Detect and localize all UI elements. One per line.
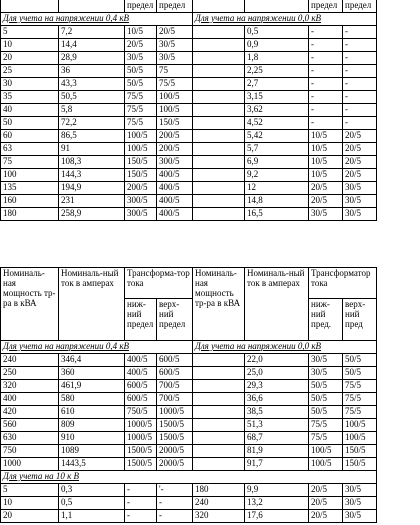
header-transformer-right: Трансформатор тока — [309, 268, 377, 299]
table-cell: 10/5 — [309, 169, 343, 182]
table-cell: 13,2 — [245, 497, 309, 510]
table-cell: 10/5 — [125, 26, 157, 39]
table-cell: 240 — [193, 497, 245, 510]
table-cell: - — [343, 65, 377, 78]
table-cell: 50 — [1, 117, 59, 130]
table-cell: 6,9 — [245, 156, 309, 169]
table-cell — [193, 208, 245, 221]
table-cell: 20 — [1, 510, 59, 523]
table-cell: - — [309, 65, 343, 78]
table-cell — [193, 367, 245, 380]
header-upper-limit: верх-ний предел — [157, 299, 193, 341]
table-cell: 150/5 — [343, 445, 377, 458]
table-cell: 160 — [1, 195, 59, 208]
table-cell: 0,3 — [59, 484, 125, 497]
table-cell: 20/5 — [309, 195, 343, 208]
table-cell: 75/5 — [343, 380, 377, 393]
table-cell: 9,2 — [245, 169, 309, 182]
table-row — [1, 91, 377, 104]
table-cell: 30/5 — [343, 182, 377, 195]
transformer-table-lower — [0, 267, 377, 523]
table-cell: - — [309, 39, 343, 52]
table-cell: 461,9 — [59, 380, 125, 393]
table-cell: 100/5 — [343, 432, 377, 445]
table-cell: 30/5 — [343, 195, 377, 208]
table-cell: 1,8 — [245, 52, 309, 65]
table-cell: 60 — [1, 130, 59, 143]
table-row — [1, 380, 377, 393]
table-cell: 50/5 — [125, 65, 157, 78]
table-row — [1, 65, 377, 78]
table-cell — [193, 26, 245, 39]
table-cell: - — [157, 510, 193, 523]
table-cell: 20/5 — [309, 484, 343, 497]
table-cell: 300/5 — [125, 208, 157, 221]
table-cell: 30/5 — [309, 354, 343, 367]
table-cell: 240 — [1, 354, 59, 367]
table-cell — [193, 104, 245, 117]
table-cell: 1089 — [59, 445, 125, 458]
table-cell: 20/5 — [343, 156, 377, 169]
table-cell: 400/5 — [157, 169, 193, 182]
table-cell: 75/5 — [125, 104, 157, 117]
table-row — [1, 354, 377, 367]
table-cell: 75/5 — [309, 432, 343, 445]
header-cell — [59, 0, 125, 13]
table-cell — [193, 39, 245, 52]
table-cell: 0,5 — [245, 26, 309, 39]
table-cell: 150/5 — [125, 156, 157, 169]
table-row — [1, 458, 377, 471]
table-cell: 910 — [59, 432, 125, 445]
table-cell: 630 — [1, 432, 59, 445]
table-cell — [193, 143, 245, 156]
table-cell: 194,9 — [59, 182, 125, 195]
table-cell: 144,3 — [59, 169, 125, 182]
table-cell: - — [343, 39, 377, 52]
table-cell: 30/5 — [157, 39, 193, 52]
section-label-04kv: Для учета на напряжении 0,4 кВ — [1, 13, 193, 26]
table-cell: 231 — [59, 195, 125, 208]
table-row — [1, 78, 377, 91]
table-cell: 750 — [1, 445, 59, 458]
table-row — [1, 182, 377, 195]
table-cell: 30 — [1, 78, 59, 91]
table-cell: 16,5 — [245, 208, 309, 221]
table-cell — [193, 169, 245, 182]
table-cell: 17,6 — [245, 510, 309, 523]
header-cell: предел — [309, 0, 343, 13]
table-cell: 20 — [1, 52, 59, 65]
table-row — [1, 419, 377, 432]
table-cell: 400/5 — [157, 182, 193, 195]
table-cell — [193, 52, 245, 65]
table-cell: 7,2 — [59, 26, 125, 39]
table-cell: 4,52 — [245, 117, 309, 130]
header-lower-limit: ниж-ний предел — [125, 299, 157, 341]
header-cell — [193, 0, 245, 13]
table-cell: 75 — [1, 156, 59, 169]
table-cell: 1443,5 — [59, 458, 125, 471]
table-row — [1, 156, 377, 169]
table-cell: 50,5 — [59, 91, 125, 104]
table-cell — [193, 91, 245, 104]
table-cell: 700/5 — [157, 380, 193, 393]
table-row — [1, 169, 377, 182]
table-cell — [193, 195, 245, 208]
table-cell: 400/5 — [125, 354, 157, 367]
table-cell: 560 — [1, 419, 59, 432]
table-cell: 30/5 — [309, 367, 343, 380]
table-cell: 75/5 — [343, 393, 377, 406]
header-current-right: Номиналь-ный ток в амперах — [245, 268, 309, 341]
table-cell: - — [343, 52, 377, 65]
table-cell: 100/5 — [125, 143, 157, 156]
table-cell — [193, 354, 245, 367]
table-cell: 258,9 — [59, 208, 125, 221]
table-row — [1, 432, 377, 445]
table-cell: 3,15 — [245, 91, 309, 104]
table-row — [1, 130, 377, 143]
table-cell: 50/5 — [309, 380, 343, 393]
table-cell: 10/5 — [309, 143, 343, 156]
table-cell: 10/5 — [309, 130, 343, 143]
table-cell: 400/5 — [125, 367, 157, 380]
table-cell: 420 — [1, 406, 59, 419]
table-cell: 108,3 — [59, 156, 125, 169]
header-current: Номиналь-ный ток в амперах — [59, 268, 125, 341]
table-cell: 150/5 — [125, 169, 157, 182]
table-row — [1, 26, 377, 39]
table-cell: 14,4 — [59, 39, 125, 52]
table-cell — [193, 393, 245, 406]
table-cell: 580 — [59, 393, 125, 406]
table-cell: '- — [157, 484, 193, 497]
table-cell: 5 — [1, 26, 59, 39]
table-cell: 75/5 — [125, 91, 157, 104]
table-cell: - — [343, 26, 377, 39]
table-cell: 36 — [59, 65, 125, 78]
table-cell: 91,7 — [245, 458, 309, 471]
table-cell: 20/5 — [343, 143, 377, 156]
table-cell: 100/5 — [309, 458, 343, 471]
table-cell: - — [309, 26, 343, 39]
table-row — [1, 195, 377, 208]
section-label-10kv: Для учета на 10 к В — [1, 471, 377, 484]
table-cell: 30/5 — [309, 208, 343, 221]
header-tail-row — [1, 0, 377, 13]
table-cell: 50/5 — [125, 78, 157, 91]
table-cell: 100/5 — [343, 419, 377, 432]
table-cell: 20/5 — [309, 182, 343, 195]
table-cell — [193, 380, 245, 393]
table-cell: 809 — [59, 419, 125, 432]
table-cell: 75/5 — [309, 419, 343, 432]
table-cell: 20/5 — [309, 510, 343, 523]
table-cell — [193, 432, 245, 445]
table-cell: 91 — [59, 143, 125, 156]
table-cell: 10/5 — [309, 156, 343, 169]
table-cell: 20/5 — [343, 169, 377, 182]
table-cell: 5,7 — [245, 143, 309, 156]
table-cell: 50/5 — [343, 367, 377, 380]
table-cell: 10 — [1, 39, 59, 52]
table-cell: - — [309, 117, 343, 130]
table-cell: 100/5 — [157, 104, 193, 117]
transformer-table-upper — [0, 0, 377, 221]
table-cell: 75/5 — [125, 117, 157, 130]
table-cell: 1000/5 — [125, 432, 157, 445]
table-cell — [193, 458, 245, 471]
table-cell: 100 — [1, 169, 59, 182]
table-cell: 1500/5 — [157, 419, 193, 432]
table-cell: 30/5 — [343, 484, 377, 497]
header-transformer-left: Трансформа-тор тока — [125, 268, 193, 299]
table-cell: 63 — [1, 143, 59, 156]
table-cell: - — [343, 78, 377, 91]
table-cell: 600/5 — [125, 380, 157, 393]
table-row — [1, 208, 377, 221]
table-cell: 320 — [193, 510, 245, 523]
section-row — [1, 471, 377, 484]
table-cell: 320 — [1, 380, 59, 393]
table-cell — [193, 65, 245, 78]
table-cell: 600/5 — [157, 367, 193, 380]
table-cell: 2000/5 — [157, 445, 193, 458]
table-cell — [193, 130, 245, 143]
table-cell: 135 — [1, 182, 59, 195]
table-row — [1, 143, 377, 156]
table-row — [1, 39, 377, 52]
table-cell: 51,3 — [245, 419, 309, 432]
table-cell: 50/5 — [343, 354, 377, 367]
table-row — [1, 406, 377, 419]
table-cell: 1500/5 — [125, 445, 157, 458]
table-cell: 1000/5 — [125, 419, 157, 432]
section-label-00kv: Для учета на напряжении 0,0 кВ — [193, 13, 377, 26]
table-row — [1, 367, 377, 380]
section-row — [1, 13, 377, 26]
table-cell: 10 — [1, 497, 59, 510]
table-cell: 5,8 — [59, 104, 125, 117]
table-cell: 700/5 — [157, 393, 193, 406]
table-cell: 9,9 — [245, 484, 309, 497]
header-cell — [245, 0, 309, 13]
table-cell: 20/5 — [343, 130, 377, 143]
table-cell: 2,25 — [245, 65, 309, 78]
table-cell: 40 — [1, 104, 59, 117]
table-cell: 72,2 — [59, 117, 125, 130]
table-row — [1, 445, 377, 458]
table-cell: 346,4 — [59, 354, 125, 367]
table-cell: 28,9 — [59, 52, 125, 65]
table-cell — [193, 156, 245, 169]
table-cell: 1000 — [1, 458, 59, 471]
table-cell: 5 — [1, 484, 59, 497]
section-label-00kv: Для учета на напряжении 0,0 кВ — [193, 341, 377, 354]
table-cell: 180 — [193, 484, 245, 497]
table-cell: 25 — [1, 65, 59, 78]
table-cell: 1,1 — [59, 510, 125, 523]
table-cell: - — [125, 497, 157, 510]
table-cell: 200/5 — [157, 143, 193, 156]
table-row — [1, 497, 377, 510]
table-cell: 5,42 — [245, 130, 309, 143]
table-cell: 600/5 — [157, 354, 193, 367]
table-cell: 50/5 — [309, 393, 343, 406]
table-cell: 43,3 — [59, 78, 125, 91]
table-cell: 0,9 — [245, 39, 309, 52]
header-power-right: Номиналь-ная мощность тр-ра в кВА — [193, 268, 245, 341]
table-cell: 75/5 — [157, 78, 193, 91]
table-cell: 38,5 — [245, 406, 309, 419]
table-cell: 600/5 — [125, 393, 157, 406]
table-cell: 30/5 — [343, 510, 377, 523]
table-cell — [193, 78, 245, 91]
table-cell: 2000/5 — [157, 458, 193, 471]
header-row — [1, 268, 377, 299]
table-cell: 20/5 — [157, 26, 193, 39]
table-cell: 3,62 — [245, 104, 309, 117]
table-cell — [193, 182, 245, 195]
table-cell: - — [343, 104, 377, 117]
table-cell: - — [157, 497, 193, 510]
table-cell: 25,0 — [245, 367, 309, 380]
table-row — [1, 52, 377, 65]
table-cell: - — [343, 117, 377, 130]
table-cell: 30/5 — [343, 497, 377, 510]
table-cell: 1500/5 — [157, 432, 193, 445]
table-cell: 250 — [1, 367, 59, 380]
table-row — [1, 510, 377, 523]
table-cell: - — [125, 510, 157, 523]
table-cell: 20/5 — [309, 497, 343, 510]
table-cell: 200/5 — [157, 130, 193, 143]
table-cell: 81,9 — [245, 445, 309, 458]
table-cell: 1000/5 — [157, 406, 193, 419]
table-cell: 35 — [1, 91, 59, 104]
table-cell: - — [309, 91, 343, 104]
table-cell: 29,3 — [245, 380, 309, 393]
table-cell: 68,7 — [245, 432, 309, 445]
table-cell: 610 — [59, 406, 125, 419]
table-cell — [193, 406, 245, 419]
table-cell: - — [309, 104, 343, 117]
header-cell: предел — [343, 0, 377, 13]
table-cell — [193, 419, 245, 432]
table-cell: 30/5 — [157, 52, 193, 65]
header-lower-limit-right: ниж-ний пред. — [309, 299, 343, 341]
table-cell — [193, 117, 245, 130]
table-cell: 0,5 — [59, 497, 125, 510]
table-cell: 30/5 — [125, 52, 157, 65]
table-cell: 400/5 — [157, 195, 193, 208]
header-cell — [1, 0, 59, 13]
table-cell: 50/5 — [309, 406, 343, 419]
table-cell: 14,8 — [245, 195, 309, 208]
table-cell: 22,0 — [245, 354, 309, 367]
header-cell: предел — [125, 0, 157, 13]
table-cell: 150/5 — [157, 117, 193, 130]
table-cell: 180 — [1, 208, 59, 221]
table-cell: 400 — [1, 393, 59, 406]
table-cell — [193, 445, 245, 458]
table-cell: - — [125, 484, 157, 497]
table-cell: 400/5 — [157, 208, 193, 221]
table-cell: 100/5 — [309, 445, 343, 458]
table-cell: - — [309, 52, 343, 65]
table-cell: 300/5 — [157, 156, 193, 169]
table-cell: 750/5 — [125, 406, 157, 419]
table-cell: 30/5 — [343, 208, 377, 221]
table-row — [1, 393, 377, 406]
table-cell: 86,5 — [59, 130, 125, 143]
table-cell: 150/5 — [343, 458, 377, 471]
table-cell: 20/5 — [125, 39, 157, 52]
table-cell: 12 — [245, 182, 309, 195]
table-row — [1, 104, 377, 117]
header-upper-limit-right: верх-ний пред — [343, 299, 377, 341]
table-row — [1, 117, 377, 130]
table-cell: 300/5 — [125, 195, 157, 208]
header-cell: предел — [157, 0, 193, 13]
table-row — [1, 484, 377, 497]
table-cell: 75/5 — [343, 406, 377, 419]
table-cell: - — [343, 91, 377, 104]
section-row — [1, 341, 377, 354]
table-cell: 1500/5 — [125, 458, 157, 471]
table-cell: 200/5 — [125, 182, 157, 195]
table-cell: 75 — [157, 65, 193, 78]
table-cell: 100/5 — [125, 130, 157, 143]
table-cell: - — [309, 78, 343, 91]
table-cell: 100/5 — [157, 91, 193, 104]
table-cell: 2,7 — [245, 78, 309, 91]
section-label-04kv: Для учета на напряжении 0,4 кВ — [1, 341, 193, 354]
table-cell: 360 — [59, 367, 125, 380]
header-power: Номиналь-ная мощность тр-ра в кВА — [1, 268, 59, 341]
table-cell: 36,6 — [245, 393, 309, 406]
